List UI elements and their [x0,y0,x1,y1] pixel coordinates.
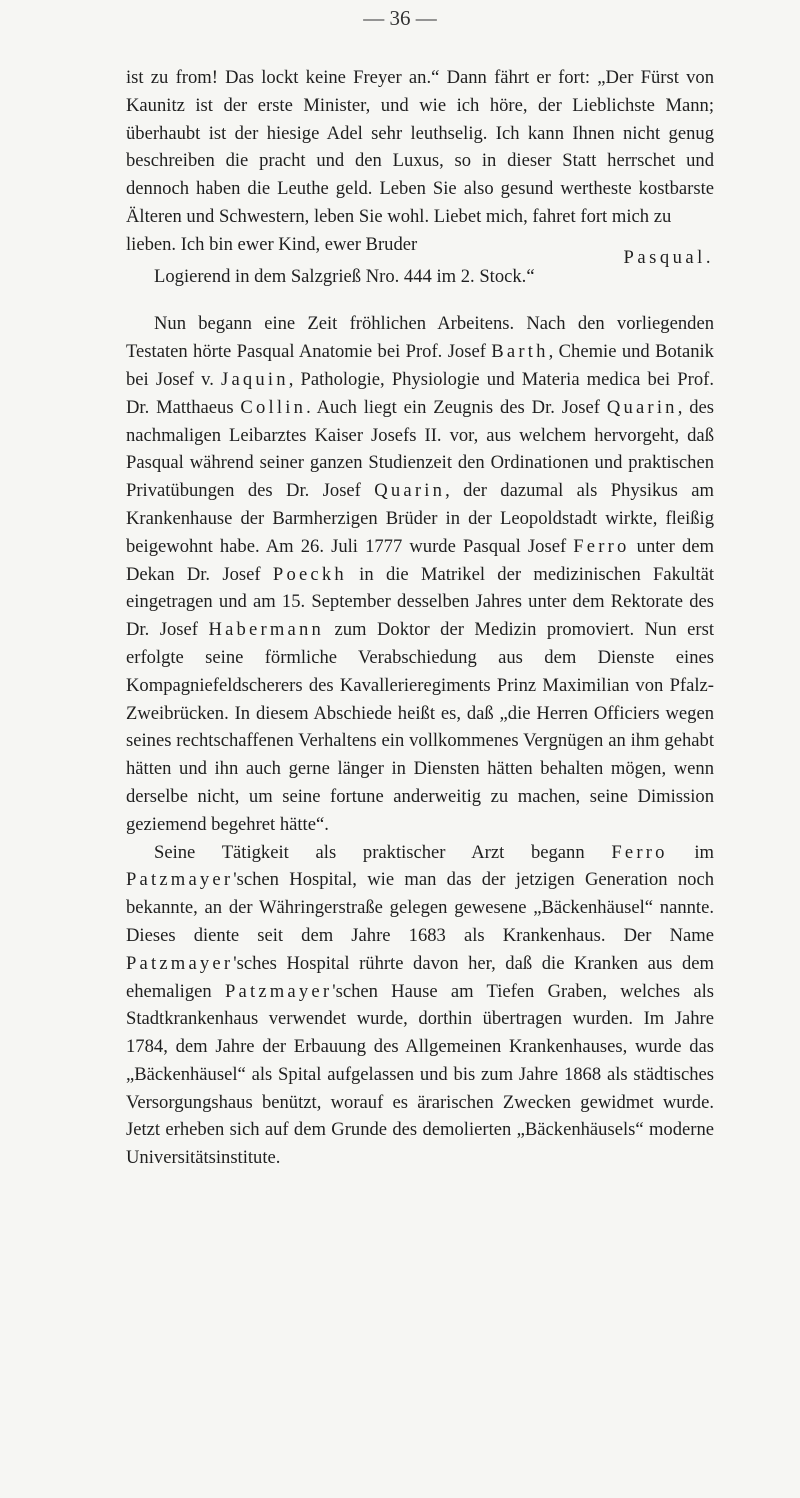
text-run: , Pathologie, Physiologie und Materia medica bei Prof. Dr. Matthaeus [126,368,714,418]
name-ferro: Ferro [611,841,668,863]
name-poeckh: Poeckh [272,563,347,585]
page-content [126,64,714,1172]
paragraph-studies [126,310,714,838]
name-patzmayer: Patzmayer [126,952,234,974]
name-jaquin: Jaquin [221,368,289,390]
text-run: Seine Tätigkeit als praktischer Arzt begann [154,841,612,863]
name-quarin: Quarin [606,396,678,418]
paragraph-practice [126,839,714,1173]
letter-closing: lieben. Ich bin ewer Kind, ewer Bruder [126,233,418,255]
letter-address: Logierend in dem Salzgrieß Nro. 444 im 2. Stock.“ [154,265,535,287]
text-run: in die Matrikel der medizinischen Fakultät eingetragen und am 15. September desselben Jahres unter dem Rektorate des Dr. Josef [126,563,714,641]
text-run: , Chemie und Botanik bei Josef v. [126,341,714,390]
text-run: unter dem Dekan Dr. Josef [126,535,715,585]
text-run: Nun begann eine Zeit fröhlichen Arbeitens. Nach den vorliegenden Testaten hörte Pasqual Anatomie bei Prof. Josef [126,313,714,363]
page-number: — 36 — [363,6,437,30]
letter-signature: Pasqual. [623,246,714,268]
text-run: , des nachmaligen Leibarztes Kaiser Josefs II. vor, aus welchem hervorgeht, daß Pasqual während seiner ganzen Studienzeit den Ordinationen und praktischen Privatübungen des Dr. Josef [126,396,714,502]
letter-closing-line [126,231,714,268]
text-run: 'schen Hospital, wie man das der jetzigen Generation noch bekannte, an der Währingerstraße gelegen gewesene „Bäckenhäusel“ nannte. Dieses diente seit dem Jahre 1683 als Krankenhaus. Der Name [126,869,714,946]
name-barth: Barth [491,341,549,363]
text-run: zum Doktor der Medizin promoviert. Nun erst erfolgte seine förmliche Verabschiedung aus dem Dienste eines Kompagniefeldscherers des Kavallerieregiments Prinz Maximilian von Pfalz-Zweibrücken. In diesem Abschiede heißt es, daß „die Herren Officiers wegen seines rechtschaffenen Verhaltens ein vollkommenes Vergnügen an ihm gehabt hätten und ihn auch gerne länger in Diensten hätten behalten mögen, wenn derselbe nicht, um seine fortune anderweitig zu machen, seine Dimission geziemend begehret hätte“. [126,619,714,835]
name-quarin: Quarin [374,480,446,502]
text-run: . Auch liegt ein Zeugnis des Dr. Josef [306,396,607,418]
text-run: im [667,841,715,863]
text-run: 'schen Hause am Tiefen Graben, welches als Stadtkrankenhaus verwendet wurde, dorthin übertragen wurden. Im Jahre 1784, dem Jahre der Erbauung des Allgemeinen Krankenhauses, wurde das „Bäckenhäusel“ als Spital aufgelassen und bis zum Jahre 1868 als städtisches Versorgungshaus benützt, worauf es ärarischen Zwecken gewidmet wurde. Jetzt erheben sich auf dem Grunde des demolierten „Bäckenhäusels“ moderne Universitätsinstitute. [126,980,714,1169]
name-patzmayer: Patzmayer [224,980,333,1002]
letter-body: ist zu from! Das lockt keine Freyer an.“ Dann fährt er fort: „Der Fürst von Kaunitz ist der erste Minister, und wie ich höre, der Lieblichste Mann; überhaubt ist der hiesige Adel sehr leuthselig. Ich kann Ihnen nicht genug beschreiben die pracht und den Luxus, so in dieser Statt herrschet und dennoch haben die Leuthe geld. Leben Sie also gesund wertheste kostbarste Älteren und Schwestern, leben Sie wohl. Liebet mich, fahret fort mich zu [126,67,714,227]
text-run: 'sches Hospital rührte davon her, daß die Kranken aus dem ehemaligen [126,952,714,1002]
name-habermann: Habermann [208,619,324,641]
text-run: , der dazumal als Physikus am Krankenhause der Barmherzigen Brüder in der Leopoldstadt wirkte, fleißig beigewohnt habe. Am 26. Juli 1777 wurde Pasqual Josef [126,480,714,557]
name-patzmayer: Patzmayer [126,869,234,891]
name-collin: Collin [240,396,307,418]
name-ferro: Ferro [573,535,630,557]
